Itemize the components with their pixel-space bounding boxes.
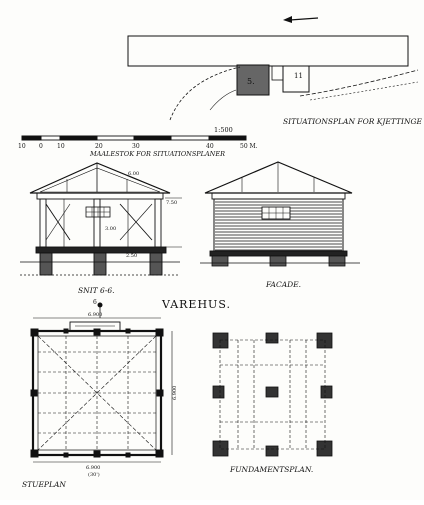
section-drawing — [20, 163, 182, 275]
facade-drawing — [200, 162, 360, 266]
floor-bottom-dim-2: (30') — [88, 472, 100, 478]
scale-tick-2: 10 — [57, 143, 65, 150]
scale-tick-1: 0 — [39, 143, 43, 150]
other-mark: 11 — [294, 72, 303, 80]
building-mark: 5. — [247, 77, 255, 86]
scale-tick-4: 30 — [132, 143, 140, 150]
floor-top-dim: 6.900 — [88, 312, 103, 318]
scale-caption: MAALESTOK FOR SITUATIONSPLANER — [90, 150, 225, 158]
road-curve-left — [170, 67, 240, 120]
scale-ratio: 1:500 — [214, 126, 233, 134]
section-note-2: 7.50 — [166, 200, 178, 206]
foundation-plan — [213, 333, 332, 456]
scale-tick-3: 20 — [95, 143, 103, 150]
site-plan-caption: SITUATIONSPLAN FOR KJETTINGE — [283, 117, 423, 126]
section-note-4: 2.50 — [126, 253, 138, 259]
floor-plan-caption: STUEPLAN — [22, 480, 66, 489]
floor-side-dim: 6.900 — [172, 385, 178, 400]
foundation-plan-caption: FUNDAMENTSPLAN. — [230, 465, 314, 474]
scale-bar — [22, 136, 246, 140]
floor-section-mark: 6 — [93, 299, 97, 306]
section-note-1: 6.00 — [128, 171, 140, 177]
scale-tick-6: 50 M. — [240, 143, 258, 150]
section-note-3: 3.00 — [105, 226, 117, 232]
quay-strip — [128, 36, 408, 66]
north-arrow — [283, 16, 318, 23]
scale-tick-5: 40 — [206, 143, 214, 150]
sheet-title: VAREHUS. — [162, 298, 231, 311]
site-plan — [128, 16, 418, 120]
scale-tick-0: 10 — [18, 143, 26, 150]
floor-plan — [31, 303, 172, 462]
facade-caption: FACADE. — [266, 280, 301, 289]
floor-bottom-dim: 6.900 — [86, 465, 101, 471]
section-caption: SNIT 6-6. — [78, 286, 115, 295]
